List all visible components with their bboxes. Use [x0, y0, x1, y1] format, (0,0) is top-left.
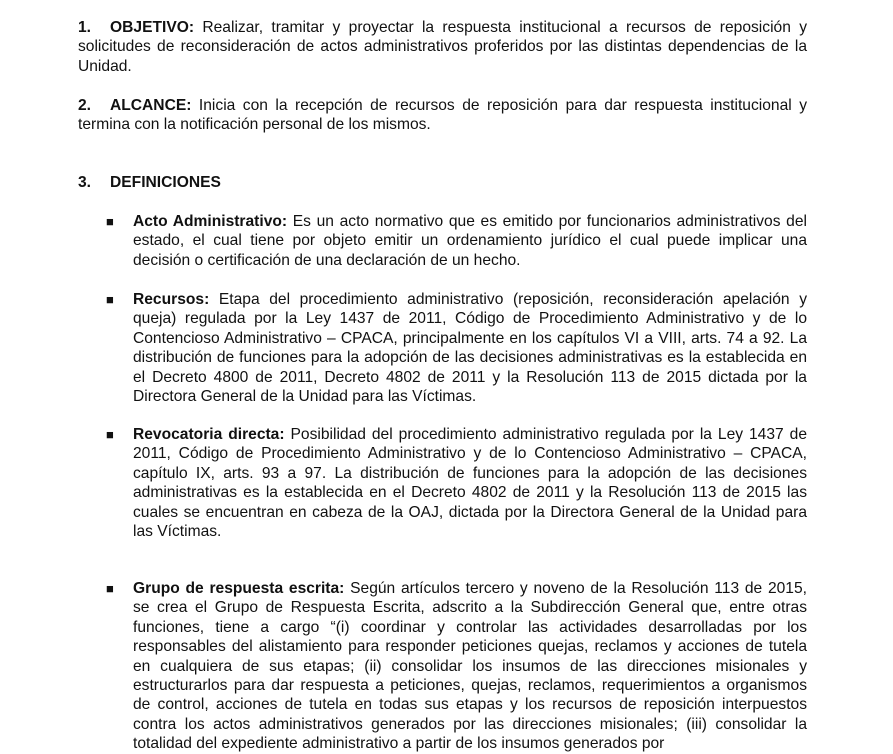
definition-term: Grupo de respuesta escrita: [133, 580, 345, 597]
definition-grupo-respuesta-escrita [106, 579, 807, 754]
section-objetivo [78, 18, 807, 76]
bullet-icon: ■ [106, 292, 114, 307]
definition-text: Posibilidad del procedimiento administrativo regulada por la Ley 1437 de 2011, Código de Procedimiento Administrativo y de lo Contencioso Administrativo – CPACA, capítulo IX, arts. 93 a 97. La distribución de funciones para la adopción de las decisiones administrativas es la establecida en el Decreto 4802 de 2011 y la Resolución 113 de 2015 las cuales se encuentran en cabeza de la OAJ, dictada por la Directora General de la Unidad para las Víctimas. [133, 426, 807, 541]
section-title: ALCANCE: [110, 97, 192, 114]
section-definiciones [78, 173, 807, 192]
definition-acto-administrativo [106, 212, 807, 270]
definition-body [133, 579, 807, 754]
section-number: 1. [78, 19, 92, 36]
definition-body [133, 212, 807, 270]
definition-recursos [106, 290, 807, 406]
bullet-icon: ■ [106, 581, 114, 596]
definition-text: Etapa del procedimiento administrativo (reposición, reconsideración apelación y queja) regulada por la Ley 1437 de 2011, Código de Procedimiento Administrativo y de lo Contencioso Administrativo – CPACA, principalmente en los capítulos VI a VIII, arts. 74 a 92. La distribución de funciones para la adopción de las decisiones administrativas es la establecida en el Decreto 4800 de 2011, Decreto 4802 de 2011 y la Resolución 113 de 2015 dictada por la Directora General de la Unidad para las Víctimas. [133, 291, 807, 406]
section-title: DEFINICIONES [110, 174, 221, 191]
bullet-icon: ■ [106, 427, 114, 442]
section-alcance [78, 96, 807, 135]
section-text: Realizar, tramitar y proyectar la respuesta institucional a recursos de reposición y solicitudes de reconsideración de actos administrativos proferidos por las distintas dependencias de la Unidad. [78, 19, 807, 75]
section-text: Inicia con la recepción de recursos de reposición para dar respuesta institucional y termina con la notificación personal de los mismos. [78, 97, 807, 134]
definition-body [133, 290, 807, 406]
definition-term: Revocatoria directa: [133, 426, 285, 443]
section-number: 3. [78, 174, 92, 191]
definition-text: Según artículos tercero y noveno de la Resolución 113 de 2015, se crea el Grupo de Respuesta Escrita, adscrito a la Subdirección General que, entre otras funciones, tiene a cargo “(i) coordinar y controlar las actividades desarrolladas por los responsables del alistamiento para responder peticiones quejas, reclamos y acciones de tutela en cualquiera de sus etapas; (ii) consolidar los insumos de las direcciones misionales y estructurarlos para dar respuesta a peticiones, quejas, reclamos, requerimientos a organismos de control, acciones de tutela en todas sus etapas y los recursos de reposición interpuestos contra los actos administrativos generados por las direcciones misionales; (iii) consolidar la totalidad del expediente administrativo a partir de los insumos generados por [133, 580, 807, 753]
definition-body [133, 425, 807, 541]
definition-revocatoria-directa [106, 425, 807, 541]
definition-term: Recursos: [133, 291, 210, 308]
section-title: OBJETIVO: [110, 19, 195, 36]
definition-text: Es un acto normativo que es emitido por funcionarios administrativos del estado, el cual tiene por objeto emitir un ordenamiento jurídico el cual puede implicar una decisión o certificación de una declaración de un hecho. [133, 213, 807, 269]
definition-term: Acto Administrativo: [133, 213, 288, 230]
bullet-icon: ■ [106, 214, 114, 229]
section-number: 2. [78, 97, 92, 114]
